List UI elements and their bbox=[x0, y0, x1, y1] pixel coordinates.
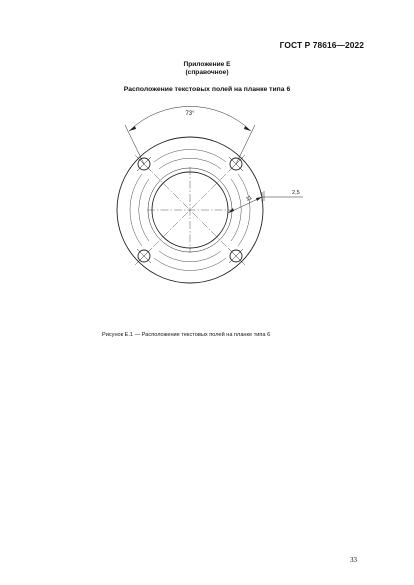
page-number: 33 bbox=[350, 556, 357, 564]
appendix-title: Приложение Е bbox=[183, 61, 231, 68]
text-field-arc-bottom bbox=[154, 258, 226, 271]
technical-drawing bbox=[95, 105, 325, 315]
appendix-heading bbox=[0, 61, 414, 78]
angle-ext-right bbox=[236, 125, 255, 164]
appendix-status: (справочное) bbox=[185, 69, 229, 77]
section-title: Расположение текстовых полей на планке типа 6 bbox=[123, 86, 291, 93]
dimension-radial: 11 bbox=[245, 194, 254, 203]
text-field-arc-right bbox=[238, 174, 250, 246]
document-code: ГОСТ Р 78616—2022 bbox=[279, 40, 364, 50]
text-field-arc-top bbox=[154, 149, 226, 162]
angle-ext-left bbox=[125, 125, 144, 164]
text-field-arc-left bbox=[130, 174, 142, 246]
figure-caption: Рисунок Е.1 — Расположение текстовых полей на планке типа 6 bbox=[102, 332, 271, 338]
dimension-angle: 73° bbox=[185, 111, 195, 117]
dimension-offset: 2,5 bbox=[292, 190, 300, 196]
